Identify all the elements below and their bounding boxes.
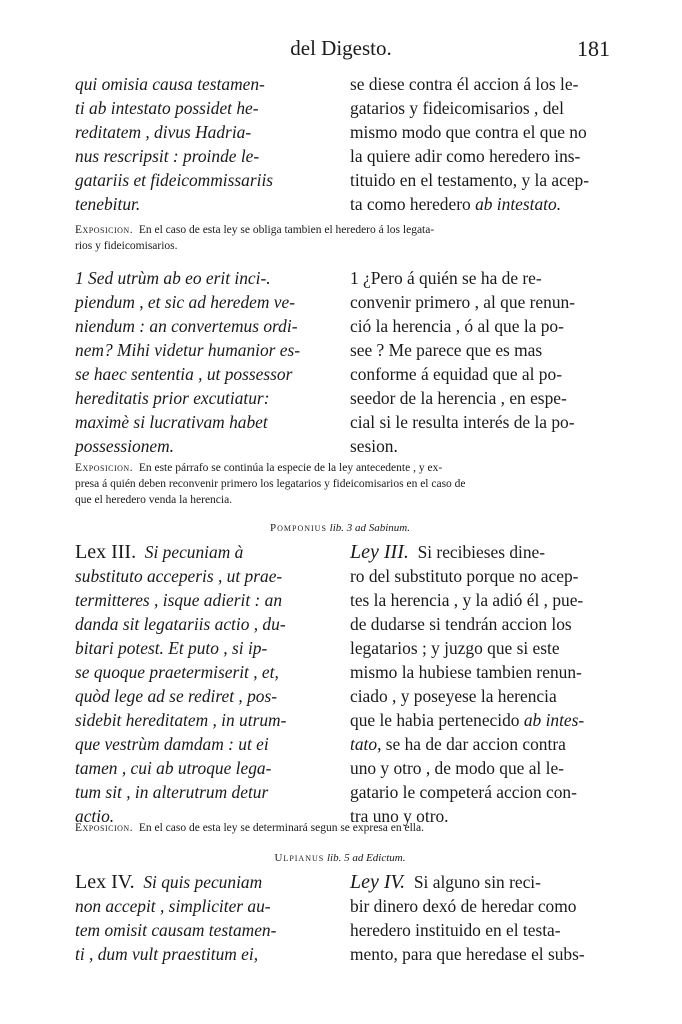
exposition-note-3 <box>75 820 605 836</box>
text-line: bir dinero dexó de heredar como <box>350 896 577 916</box>
text-line: tum sit , in alterutrum detur <box>75 782 269 802</box>
text-line: ti , dum vult praestitum ei, <box>75 944 259 964</box>
spanish-column <box>350 540 605 828</box>
source-citation-1 <box>75 522 605 534</box>
text-line: quòd lege ad se rediret , pos- <box>75 686 278 706</box>
text-line: actio. <box>75 806 115 826</box>
law-heading: Lex IV. <box>75 871 135 893</box>
text-line: nem? Mihi videtur humanior es- <box>75 340 301 360</box>
text-line: heredero instituido en el testa- <box>350 920 561 940</box>
text-line: tra uno y otro. <box>350 806 449 826</box>
text-line: tato, se ha de dar accion contra <box>350 734 566 754</box>
law-heading: Lex III. <box>75 541 137 563</box>
text-line: gatario le competerá accion con- <box>350 782 577 802</box>
text-line: see ? Me parece que es mas <box>350 340 543 360</box>
text-line: sidebit hereditatem , in utrum- <box>75 710 287 730</box>
running-title: del Digesto. <box>290 36 392 60</box>
note-label: Exposicion. <box>75 822 134 834</box>
text-line: se diese contra él accion á los le- <box>350 74 579 94</box>
text-line: substituto acceperis , ut prae- <box>75 566 283 586</box>
latin-column <box>75 870 330 966</box>
text-line: 1 Sed utrùm ab eo erit inci-. <box>75 268 271 288</box>
text-line: mento, para que heredase el subs- <box>350 944 585 964</box>
text-line: 1 ¿Pero á quién se ha de re- <box>350 268 542 288</box>
text-line: reditatem , divus Hadria- <box>75 122 252 142</box>
text-line: maximè si lucrativam habet <box>75 412 268 432</box>
source-citation-2 <box>75 852 605 864</box>
source-work: lib. 3 ad Sabinum. <box>329 522 411 534</box>
text-line: termitteres , isque adierit : an <box>75 590 283 610</box>
text-line: mismo la hubiese tambien renun- <box>350 662 582 682</box>
text-line: hereditatis prior excutiatur: <box>75 388 270 408</box>
text-line: nus rescripsit : proinde le- <box>75 146 260 166</box>
text-line: gatarios y fideicomisarios , del <box>350 98 564 118</box>
text-line: gatariis et fideicommissariis <box>75 170 274 190</box>
text-line: Ley III. Si recibieses dine- <box>350 541 546 563</box>
text-line: niendum : an convertemus ordi- <box>75 316 298 336</box>
text-line: mismo modo que contra el que no <box>350 122 587 142</box>
text-line: ro del substituto porque no acep- <box>350 566 579 586</box>
spanish-column <box>350 266 605 458</box>
text-line: piendum , et sic ad heredem ve- <box>75 292 296 312</box>
text-line: tes la herencia , y la adió él , pue- <box>350 590 584 610</box>
latin-column <box>75 266 330 458</box>
text-line: Lex IV. Si quis pecuniam <box>75 871 263 893</box>
text-line: danda sit legatariis actio , du- <box>75 614 286 634</box>
text-line: Ley IV. Si alguno sin reci- <box>350 871 541 893</box>
law-heading: Ley III. <box>350 541 409 563</box>
text-line: tem omisit causam testamen- <box>75 920 277 940</box>
note-line: En el caso de esta ley se obliga tambien el heredero á los legata- <box>138 224 435 236</box>
text-line: sesion. <box>350 436 398 456</box>
text-line: bitari potest. Et puto , si ip- <box>75 638 268 658</box>
text-line: tamen , cui ab utroque lega- <box>75 758 272 778</box>
text-line: ti ab intestato possidet he- <box>75 98 259 118</box>
note-line: que el heredero venda la herencia. <box>75 494 233 506</box>
note-line: presa á quién deben reconvenir primero los legatarios y fideicomisarios en el caso de <box>75 478 466 490</box>
spanish-column <box>350 72 605 216</box>
text-line: cial si le resulta interés de la po- <box>350 412 575 432</box>
text-line: uno y otro , de modo que al le- <box>350 758 564 778</box>
text-line: tenebitur. <box>75 194 141 214</box>
text-line: la quiere adir como heredero ins- <box>350 146 581 166</box>
note-line: En el caso de esta ley se determinará segun se expresa en ella. <box>138 822 424 834</box>
text-line: conforme á equidad que al po- <box>350 364 562 384</box>
exposition-note-1 <box>75 222 605 254</box>
text-line: qui omisia causa testamen- <box>75 74 265 94</box>
source-author: Pomponius <box>269 522 327 534</box>
text-line: possessionem. <box>75 436 175 456</box>
text-line: se quoque praetermiserit , et, <box>75 662 279 682</box>
text-line: que le habia pertenecido ab intes- <box>350 710 585 730</box>
exposition-note-2 <box>75 460 605 508</box>
text-line: Lex III. Si pecuniam à <box>75 541 244 563</box>
text-line: seedor de la herencia , en espe- <box>350 388 567 408</box>
text-line: de dudarse si tendrán accion los <box>350 614 572 634</box>
page-header <box>0 36 682 66</box>
source-author: Ulpianus <box>274 852 325 864</box>
note-label: Exposicion. <box>75 462 134 474</box>
law-heading: Ley IV. <box>350 871 406 893</box>
source-work: lib. 5 ad Edictum. <box>326 852 406 864</box>
spanish-column <box>350 870 605 966</box>
text-line: non accepit , simpliciter au- <box>75 896 271 916</box>
text-line: convenir primero , al que renun- <box>350 292 576 312</box>
latin-column <box>75 540 330 828</box>
text-line: ta como heredero ab intestato. <box>350 194 562 214</box>
note-label: Exposicion. <box>75 224 134 236</box>
note-line: rios y fideicomisarios. <box>75 240 178 252</box>
latin-column <box>75 72 330 216</box>
text-line: legatarios ; y juzgo que si este <box>350 638 560 658</box>
note-line: En este párrafo se continúa la especie de la ley antecedente , y ex- <box>138 462 443 474</box>
text-line: se haec sententia , ut possessor <box>75 364 293 384</box>
page-number: 181 <box>577 36 610 61</box>
text-line: que vestrùm damdam : ut ei <box>75 734 269 754</box>
text-line: tituido en el testamento, y la acep- <box>350 170 590 190</box>
text-line: ció la herencia , ó al que la po- <box>350 316 564 336</box>
text-line: ciado , y poseyese la herencia <box>350 686 557 706</box>
